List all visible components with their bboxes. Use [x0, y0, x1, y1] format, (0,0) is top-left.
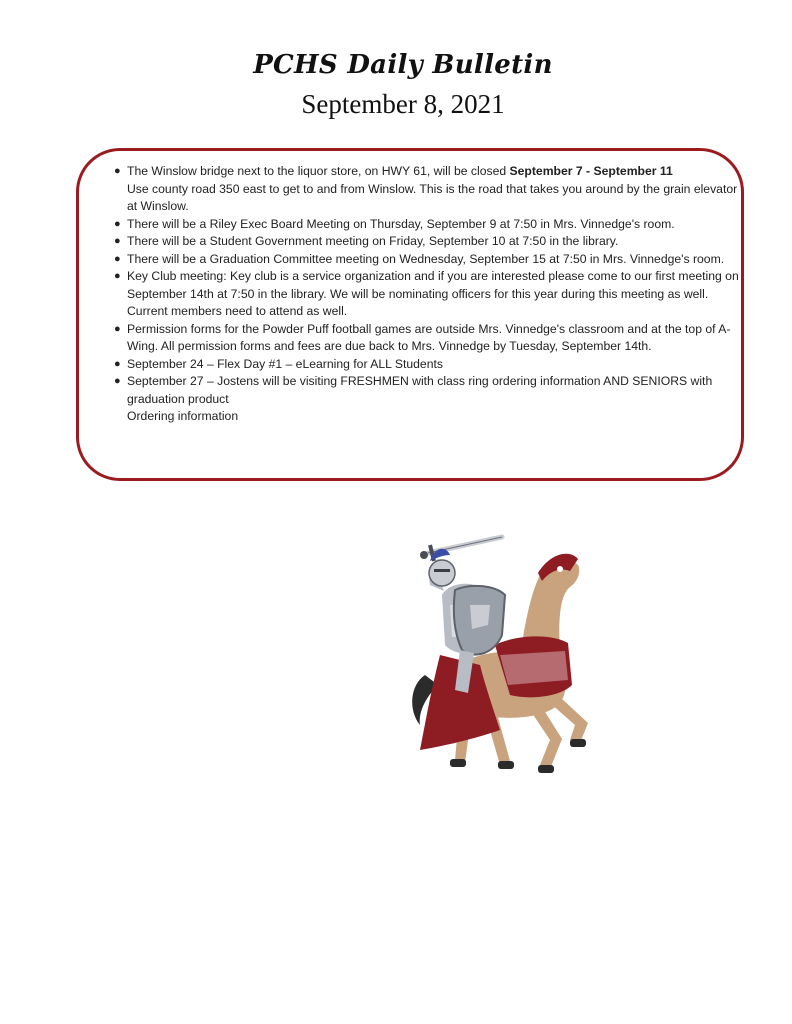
- list-item: [112, 216, 748, 234]
- announcement-text: September 24 – Flex Day #1 – eLearning for ALL Students: [127, 356, 443, 371]
- announcement-text: September 27 – Jostens will be visiting FRESHMEN with class ring ordering information AND SENIORS with graduation product: [127, 374, 713, 406]
- announcement-text: Permission forms for the Powder Puff football games are outside Mrs. Vinnedge's classroom and at the top of A-Wing. All permission forms and fees are due back to Mrs. Vinnedge by Tuesday, September 14th.: [127, 321, 731, 353]
- knight-mascot-image: [400, 525, 600, 790]
- list-item: [112, 321, 748, 356]
- announcement-text-continued: Use county road 350 east to get to and from Winslow. This is the road that takes you around by the grain elevator at Winslow.: [127, 181, 738, 213]
- announcements-list: [112, 163, 748, 426]
- announcement-text-continued: Ordering information: [127, 409, 239, 423]
- announcement-text: The Winslow bridge next to the liquor store, on HWY 61, will be closed: [127, 164, 510, 178]
- bullet-icon: ●: [114, 252, 121, 265]
- list-item: [112, 268, 748, 321]
- announcement-text: There will be a Student Government meeting on Friday, September 10 at 7:50 in the library.: [127, 234, 619, 248]
- list-item: [112, 373, 748, 426]
- announcement-text: Key Club meeting: Key club is a service organization and if you are interested please come to our first meeting on September 14th at 7:50 in the library. We will be nominating officers for this year during this meeting as well. Current members need to attend as well.: [127, 269, 739, 318]
- bullet-icon: ●: [114, 375, 121, 387]
- list-item: [112, 163, 748, 216]
- bullet-icon: ●: [114, 357, 121, 370]
- bulletin-date: September 8, 2021: [301, 89, 505, 119]
- bulletin-title: PCHS Daily Bulletin: [253, 50, 553, 80]
- announcement-text: There will be a Graduation Committee meeting on Wednesday, September 15 at 7:50 in Mrs. Vinnedge's room.: [127, 251, 725, 266]
- list-item: [112, 251, 748, 269]
- bullet-icon: ●: [114, 165, 121, 177]
- list-item: [112, 233, 748, 251]
- announcement-text: There will be a Riley Exec Board Meeting on Thursday, September 9 at 7:50 in Mrs. Vinnedge's room.: [127, 216, 675, 231]
- bullet-icon: ●: [114, 235, 121, 247]
- bullet-icon: ●: [114, 217, 121, 230]
- announcement-bold-text: September 7 - September 11: [509, 164, 673, 178]
- bullet-icon: ●: [114, 322, 121, 335]
- bullet-icon: ●: [114, 270, 121, 282]
- list-item: [112, 356, 748, 374]
